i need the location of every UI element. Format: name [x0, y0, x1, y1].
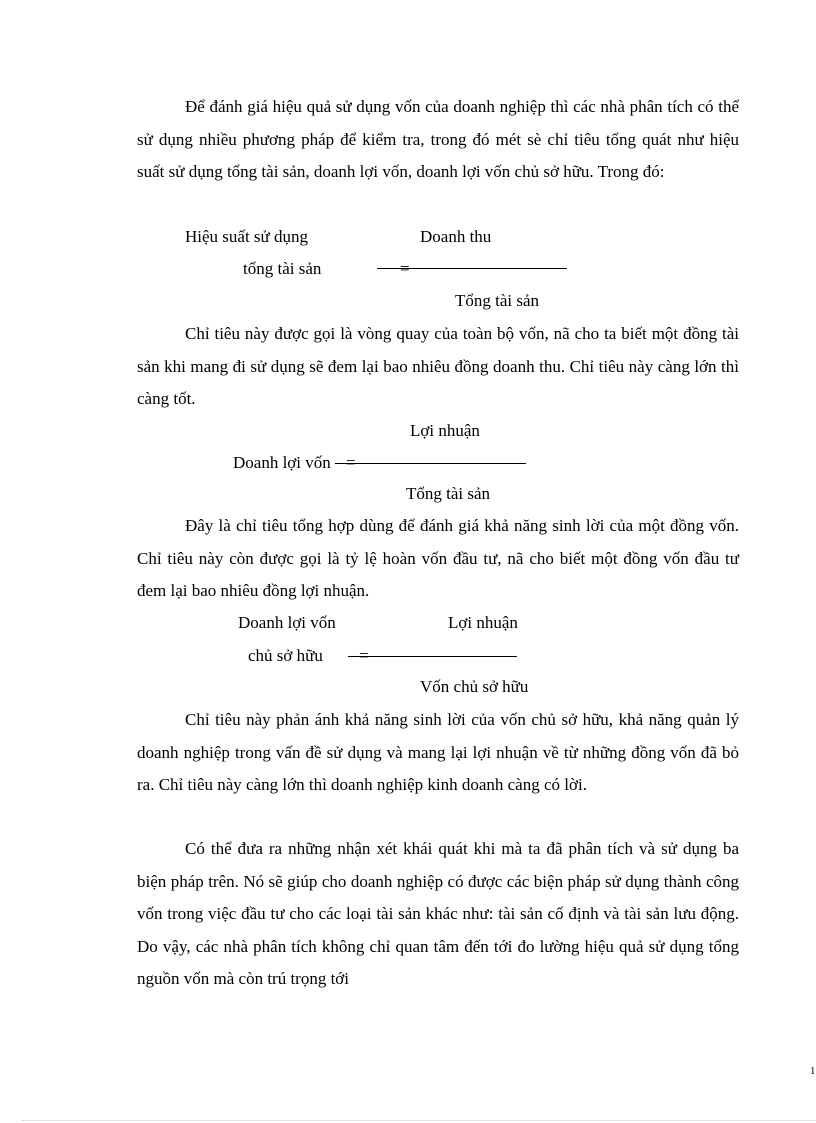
formula1-equals: =	[400, 259, 410, 278]
paragraph-conclusion: Có thể đưa ra những nhận xét khái quát khi mà ta đã phân tích và sử dụng ba biện pháp trên. Nó sẽ giúp cho doanh nghiệp có được các biện pháp sử dụng thành công vốn trong việc đầu tư cho các loại tài sản khác như: tài sản cố định và tài sản lưu động. Do vậy, các nhà phân tích không chỉ quan tâm đến tới đo lường hiệu quả sử dụng tổng nguồn vốn mà còn trú trọng tới	[137, 839, 739, 988]
formula1-label-line1: Hiệu suất sử dụng	[185, 227, 309, 246]
formula2-numerator: Lợi nhuận	[410, 421, 480, 440]
formula3-numerator: Lợi nhuận	[448, 613, 518, 632]
formula2-denominator: Tổng tài sản	[406, 484, 491, 503]
page-bottom-edge	[22, 1120, 816, 1121]
formula1-label-line2: tổng tài sản	[243, 259, 322, 278]
formula3-label-line2: chủ sở hữu	[248, 646, 323, 665]
paragraph-return-on-capital-explanation: Đây là chỉ tiêu tổng hợp dùng để đánh giá khả năng sinh lời của một đồng vốn. Chỉ tiêu này còn được gọi là tỷ lệ hoàn vốn đầu tư, nã cho biết một đồng vốn đầu tư đem lại bao nhiêu đồng lợi nhuận.	[137, 516, 739, 600]
formula1-denominator: Tổng tài sản	[455, 291, 540, 310]
formula3-denominator: Vốn chủ sở hữu	[420, 677, 529, 696]
formula2-equals: =	[346, 453, 356, 472]
formula1-numerator: Doanh thu	[420, 227, 492, 246]
page-number: 1	[810, 1065, 816, 1077]
formula3-fraction-bar	[348, 656, 517, 657]
paragraph-intro: Để đánh giá hiệu quả sử dụng vốn của doanh nghiệp thì các nhà phân tích có thể sử dụng nhiều phương pháp để kiểm tra, trong đó mét sè chỉ tiêu tổng quát như hiệu suất sử dụng tổng tài sản, doanh lợi vốn, doanh lợi vốn chủ sở hữu. Trong đó:	[137, 97, 739, 181]
formula2-label: Doanh lợi vốn	[233, 453, 331, 472]
formula2-fraction-bar	[335, 463, 526, 464]
formula3-equals: =	[359, 646, 369, 665]
paragraph-asset-turnover-explanation: Chỉ tiêu này được gọi là vòng quay của toàn bộ vốn, nã cho ta biết một đồng tài sản khi mang đi sử dụng sẽ đem lại bao nhiêu đồng doanh thu. Chỉ tiêu này càng lớn thì càng tốt.	[137, 324, 739, 408]
paragraph-return-on-equity-explanation: Chỉ tiêu này phản ánh khả năng sinh lời của vốn chủ sở hữu, khả năng quản lý doanh nghiệp trong vấn đề sử dụng và mang lại lợi nhuận về từ những đồng vốn đã bỏ ra. Chỉ tiêu này càng lớn thì doanh nghiệp kinh doanh càng có lời.	[137, 710, 739, 794]
formula3-label-line1: Doanh lợi vốn	[238, 613, 336, 632]
